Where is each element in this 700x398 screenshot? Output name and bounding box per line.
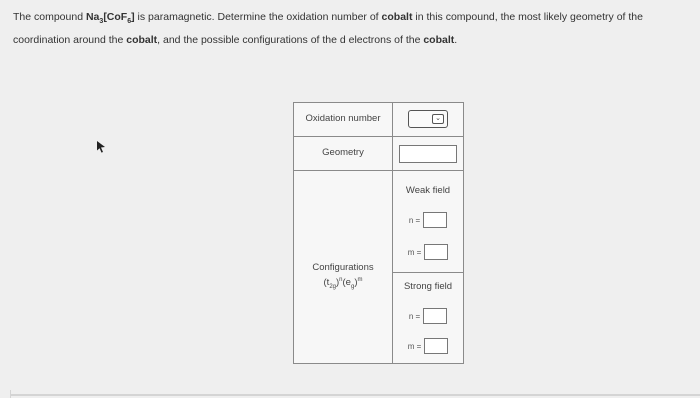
question-text: The compound $Na_3[CoF_6]$ is paramagnetic. Determine the oxidation number of cobalt in this compound, the most likely geometry of the coordination around the cobalt, and the possible configurations of the d electrons of the cobalt. [13,11,643,47]
strong-n-label: n = [408,311,421,321]
geometry-cell [393,137,464,171]
geometry-label-cell [294,137,393,171]
strong-field-label: Strong field [403,281,453,292]
field-divider [393,272,463,273]
oxidation-number-cell [393,103,464,137]
weak-n-label: n = [408,215,421,225]
configurations-cell [393,171,464,364]
oxidation-number-label-cell [294,103,393,137]
weak-m-label: m = [407,247,422,257]
weak-field-label: Weak field [405,185,451,196]
weak-field-m-input[interactable] [424,244,448,260]
answer-table [293,102,464,364]
chevron-down-icon[interactable]: ⌄ [432,114,444,124]
strong-field-m-input[interactable] [424,338,448,354]
configurations-label: Configurations $(t_{2g})^n(e_g)^m$ [294,261,392,294]
bottom-divider [10,394,700,396]
configurations-label-cell [294,171,393,364]
strong-m-label: m = [407,341,422,351]
strong-field-n-input[interactable] [423,308,447,324]
oxidation-number-label: Oxidation number [305,113,381,124]
config-formula: $(t_{2g})^n(e_g)^m$ [323,277,363,291]
geometry-input[interactable] [399,145,457,163]
left-divider-tick [10,390,11,398]
geometry-label: Geometry [322,147,364,158]
weak-field-n-input[interactable] [423,212,447,228]
mouse-pointer-icon [95,140,107,154]
oxidation-number-select[interactable] [408,110,448,128]
